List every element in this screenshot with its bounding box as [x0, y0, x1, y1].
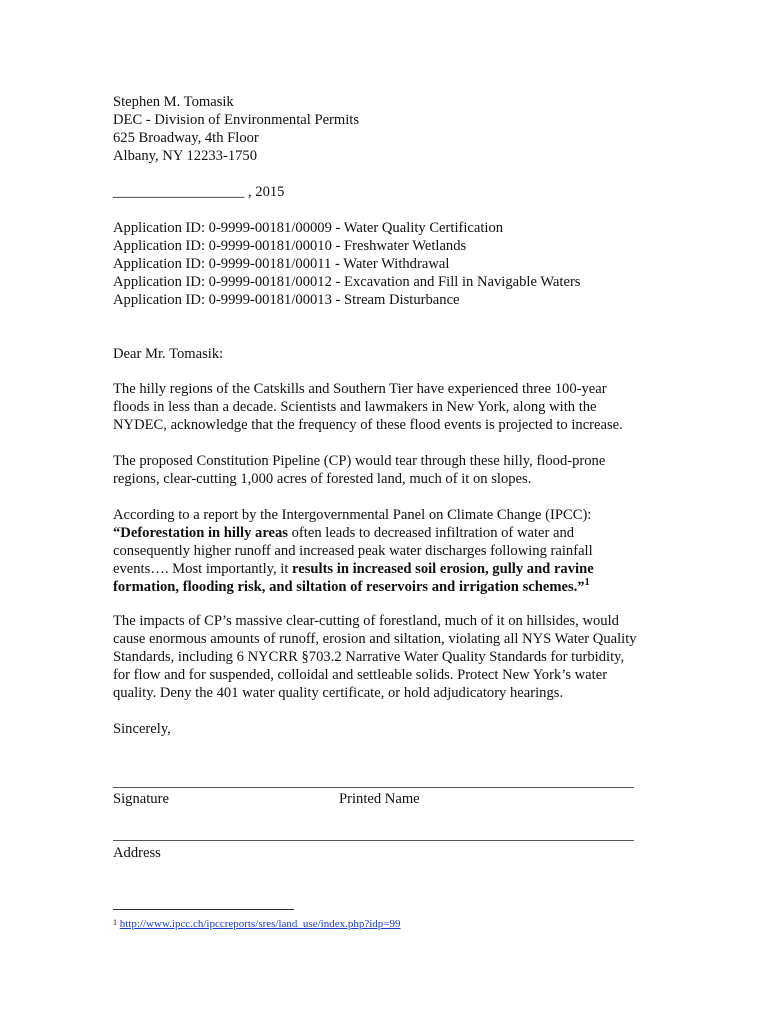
- footnote-divider: [113, 909, 294, 910]
- paragraph-line: According to a report by the Intergovernmental Panel on Climate Change (IPCC):: [113, 507, 592, 523]
- application-id-line: Application ID: 0-9999-00181/00013 - Stream Disturbance: [113, 292, 460, 308]
- paragraph-line: [113, 524, 653, 542]
- paragraph-line: consequently higher runoff and increased peak water discharges following rainfall: [113, 543, 593, 559]
- printed-name-label: Printed Name: [339, 791, 420, 807]
- footnote-link[interactable]: http://www.ipcc.ch/ipccreports/sres/land_use/index.php?idp=99: [119, 918, 401, 930]
- address-line[interactable]: [113, 840, 634, 841]
- paragraph-line: [113, 560, 653, 578]
- recipient-division: DEC - Division of Environmental Permits: [113, 112, 360, 128]
- paragraph-floods: [113, 380, 653, 434]
- application-id-line: Application ID: 0-9999-00181/00010 - Freshwater Wetlands: [113, 238, 467, 254]
- closing: [113, 720, 653, 738]
- signature-label: Signature: [113, 791, 169, 807]
- quote-text: often leads to decreased infiltration of water and: [287, 525, 575, 541]
- footnote-reference[interactable]: 1: [584, 577, 590, 589]
- application-id-line: Application ID: 0-9999-00181/00009 - Water Quality Certification: [113, 220, 504, 236]
- paragraph-line: The impacts of CP’s massive clear-cutting of forestland, much of it on hillsides, would: [113, 613, 619, 629]
- salutation: [113, 345, 653, 363]
- quote-bold-phrase: “Deforestation in hilly areas: [113, 525, 288, 541]
- closing-text: Sincerely,: [113, 721, 171, 737]
- signature-line[interactable]: [113, 787, 634, 788]
- recipient-address: [113, 93, 653, 165]
- paragraph-ipcc-quote: [113, 506, 653, 596]
- application-id-line: Application ID: 0-9999-00181/00011 - Water Withdrawal: [113, 256, 450, 272]
- application-list: [113, 219, 653, 309]
- date-line: [113, 183, 653, 201]
- paragraph-line: quality. Deny the 401 water quality certificate, or hold adjudicatory hearings.: [113, 685, 564, 701]
- paragraph-line: for flow and for suspended, colloidal and settleable solids. Protect New York’s water: [113, 667, 608, 683]
- paragraph-line: The hilly regions of the Catskills and Southern Tier have experienced three 100-year: [113, 381, 607, 397]
- paragraph-pipeline: [113, 452, 653, 488]
- paragraph-line: floods in less than a decade. Scientists and lawmakers in New York, along with the: [113, 399, 597, 415]
- date-text: __________________ , 2015: [113, 184, 285, 200]
- paragraph-line: regions, clear-cutting 1,000 acres of forested land, much of it on slopes.: [113, 471, 532, 487]
- paragraph-line: The proposed Constitution Pipeline (CP) would tear through these hilly, flood-prone: [113, 453, 606, 469]
- application-id-line: Application ID: 0-9999-00181/00012 - Excavation and Fill in Navigable Waters: [113, 274, 581, 290]
- recipient-street: 625 Broadway, 4th Floor: [113, 130, 259, 146]
- address-label: Address: [113, 845, 161, 861]
- paragraph-line: Standards, including 6 NYCRR §703.2 Narrative Water Quality Standards for turbidity,: [113, 649, 625, 665]
- paragraph-line: [113, 578, 653, 596]
- salutation-text: Dear Mr. Tomasik:: [113, 346, 224, 362]
- footnote: [113, 917, 400, 931]
- footnote-marker: 1: [113, 918, 117, 927]
- recipient-city: Albany, NY 12233-1750: [113, 148, 258, 164]
- quote-text: events…. Most importantly, it: [113, 561, 293, 577]
- quote-bold-phrase: results in increased soil erosion, gully and ravine: [292, 561, 594, 577]
- quote-bold-phrase: formation, flooding risk, and siltation of reservoirs and irrigation schemes.”: [113, 579, 585, 595]
- paragraph-line: cause enormous amounts of runoff, erosion and siltation, violating all NYS Water Quality: [113, 631, 637, 647]
- paragraph-line: NYDEC, acknowledge that the frequency of these flood events is projected to increase.: [113, 417, 623, 433]
- recipient-name: Stephen M. Tomasik: [113, 94, 234, 110]
- paragraph-impacts: [113, 612, 653, 702]
